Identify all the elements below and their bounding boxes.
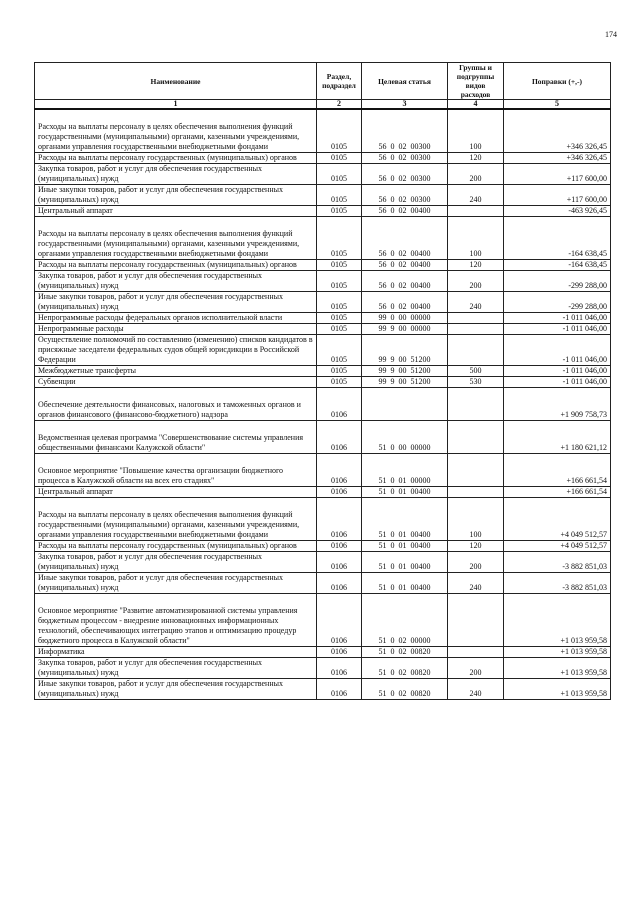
cell-name: Закупка товаров, работ и услуг для обеспечения государственных (муниципальных) нужд <box>35 164 317 185</box>
cell-target-article: 56 0 02 00400 <box>362 292 448 313</box>
header-expense-group: Группы и подгруппы видов расходов <box>448 63 504 100</box>
cell-section: 0106 <box>317 552 362 573</box>
cell-expense-group: 200 <box>448 552 504 573</box>
cell-target-article: 51 0 01 00400 <box>362 498 448 541</box>
cell-expense-group: 100 <box>448 217 504 260</box>
cell-name: Осуществление полномочий по составлению (изменению) списков кандидатов в присяжные заседатели федеральных судов общей юрисдикции в Российской Федерации <box>35 335 317 366</box>
table-row <box>35 109 611 153</box>
cell-target-article: 99 9 00 51200 <box>362 366 448 377</box>
table-header-row <box>35 63 611 100</box>
cell-expense-group <box>448 594 504 647</box>
cell-name: Иные закупки товаров, работ и услуг для обеспечения государственных (муниципальных) нужд <box>35 292 317 313</box>
cell-target-article: 56 0 02 00300 <box>362 109 448 153</box>
cell-amendment: +1 909 758,73 <box>504 388 611 421</box>
cell-expense-group: 200 <box>448 271 504 292</box>
table-body <box>35 109 611 700</box>
column-number: 3 <box>362 100 448 110</box>
cell-section: 0106 <box>317 388 362 421</box>
cell-target-article: 56 0 02 00300 <box>362 153 448 164</box>
cell-expense-group: 120 <box>448 153 504 164</box>
cell-target-article: 51 0 01 00000 <box>362 454 448 487</box>
cell-section: 0105 <box>317 271 362 292</box>
cell-name: Иные закупки товаров, работ и услуг для обеспечения государственных (муниципальных) нужд <box>35 185 317 206</box>
cell-target-article: 51 0 02 00820 <box>362 647 448 658</box>
cell-amendment: +117 600,00 <box>504 185 611 206</box>
table-row <box>35 260 611 271</box>
table-row <box>35 647 611 658</box>
header-section: Раздел, подраздел <box>317 63 362 100</box>
cell-target-article: 51 0 01 00400 <box>362 487 448 498</box>
cell-amendment: -3 882 851,03 <box>504 573 611 594</box>
cell-expense-group <box>448 335 504 366</box>
cell-section: 0106 <box>317 658 362 679</box>
cell-expense-group: 240 <box>448 679 504 700</box>
cell-amendment: -299 288,00 <box>504 292 611 313</box>
cell-name: Расходы на выплаты персоналу государственных (муниципальных) органов <box>35 260 317 271</box>
cell-section: 0106 <box>317 679 362 700</box>
cell-name: Непрограммные расходы <box>35 324 317 335</box>
cell-section: 0105 <box>317 366 362 377</box>
cell-name: Расходы на выплаты персоналу государственных (муниципальных) органов <box>35 541 317 552</box>
cell-expense-group: 100 <box>448 498 504 541</box>
cell-amendment: +166 661,54 <box>504 487 611 498</box>
cell-target-article: 51 0 01 00400 <box>362 573 448 594</box>
table-row <box>35 594 611 647</box>
cell-section: 0106 <box>317 647 362 658</box>
cell-section: 0105 <box>317 164 362 185</box>
column-number: 2 <box>317 100 362 110</box>
cell-name: Центральный аппарат <box>35 487 317 498</box>
cell-section: 0105 <box>317 153 362 164</box>
cell-target-article <box>362 388 448 421</box>
cell-section: 0106 <box>317 594 362 647</box>
cell-section: 0105 <box>317 185 362 206</box>
cell-name: Межбюджетные трансферты <box>35 366 317 377</box>
cell-amendment: -3 882 851,03 <box>504 552 611 573</box>
table-row <box>35 164 611 185</box>
cell-section: 0105 <box>317 377 362 388</box>
cell-target-article: 51 0 01 00400 <box>362 552 448 573</box>
cell-amendment: +346 326,45 <box>504 109 611 153</box>
table-row <box>35 421 611 454</box>
cell-amendment: -1 011 046,00 <box>504 377 611 388</box>
cell-expense-group <box>448 206 504 217</box>
cell-name: Расходы на выплаты персоналу в целях обеспечения выполнения функций государственными (муниципальными) органами, казенными учреждениями, органами управления государственными внебюджетными фондами <box>35 498 317 541</box>
header-target-article: Целевая статья <box>362 63 448 100</box>
cell-amendment: -1 011 046,00 <box>504 313 611 324</box>
cell-name: Иные закупки товаров, работ и услуг для обеспечения государственных (муниципальных) нужд <box>35 679 317 700</box>
cell-target-article: 51 0 00 00000 <box>362 421 448 454</box>
cell-section: 0105 <box>317 206 362 217</box>
cell-expense-group: 240 <box>448 573 504 594</box>
cell-expense-group: 100 <box>448 109 504 153</box>
cell-name: Расходы на выплаты персоналу государственных (муниципальных) органов <box>35 153 317 164</box>
cell-target-article: 56 0 02 00300 <box>362 164 448 185</box>
cell-name: Обеспечение деятельности финансовых, налоговых и таможенных органов и органов финансового (финансово-бюджетного) надзора <box>35 388 317 421</box>
table-row <box>35 498 611 541</box>
cell-name: Непрограммные расходы федеральных органов исполнительной власти <box>35 313 317 324</box>
cell-name: Закупка товаров, работ и услуг для обеспечения государственных (муниципальных) нужд <box>35 552 317 573</box>
cell-section: 0106 <box>317 454 362 487</box>
cell-target-article: 51 0 02 00820 <box>362 658 448 679</box>
cell-expense-group: 200 <box>448 658 504 679</box>
cell-amendment: -164 638,45 <box>504 217 611 260</box>
cell-name: Закупка товаров, работ и услуг для обеспечения государственных (муниципальных) нужд <box>35 271 317 292</box>
table-row <box>35 377 611 388</box>
cell-amendment: -164 638,45 <box>504 260 611 271</box>
cell-amendment: +1 013 959,58 <box>504 647 611 658</box>
cell-name: Основное мероприятие "Развитие автоматизированной системы управления бюджетным процессом - внедрение инновационных информационных технологий, обеспечивающих интеграцию этапов и оптимизацию процедур бюджетного процесса в Калужской области" <box>35 594 317 647</box>
cell-expense-group: 120 <box>448 541 504 552</box>
cell-amendment: +1 013 959,58 <box>504 658 611 679</box>
cell-section: 0106 <box>317 498 362 541</box>
cell-expense-group: 120 <box>448 260 504 271</box>
cell-section: 0105 <box>317 217 362 260</box>
cell-section: 0106 <box>317 421 362 454</box>
table-row <box>35 487 611 498</box>
cell-name: Расходы на выплаты персоналу в целях обеспечения выполнения функций государственными (муниципальными) органами, казенными учреждениями, органами управления государственными внебюджетными фондами <box>35 109 317 153</box>
cell-section: 0105 <box>317 109 362 153</box>
cell-target-article: 56 0 02 00300 <box>362 185 448 206</box>
cell-section: 0105 <box>317 335 362 366</box>
cell-target-article: 56 0 02 00400 <box>362 271 448 292</box>
table-row <box>35 454 611 487</box>
cell-target-article: 56 0 02 00400 <box>362 206 448 217</box>
cell-amendment: -1 011 046,00 <box>504 324 611 335</box>
table-row <box>35 206 611 217</box>
cell-name: Центральный аппарат <box>35 206 317 217</box>
table-row <box>35 366 611 377</box>
cell-section: 0106 <box>317 573 362 594</box>
column-number: 1 <box>35 100 317 110</box>
cell-amendment: -299 288,00 <box>504 271 611 292</box>
cell-expense-group <box>448 388 504 421</box>
table-row <box>35 324 611 335</box>
table-row <box>35 292 611 313</box>
cell-section: 0105 <box>317 260 362 271</box>
table-row <box>35 217 611 260</box>
budget-amendments-table <box>34 62 611 700</box>
cell-amendment: -1 011 046,00 <box>504 335 611 366</box>
table-row <box>35 388 611 421</box>
column-number: 4 <box>448 100 504 110</box>
cell-name: Иные закупки товаров, работ и услуг для обеспечения государственных (муниципальных) нужд <box>35 573 317 594</box>
cell-target-article: 51 0 02 00000 <box>362 594 448 647</box>
cell-expense-group <box>448 454 504 487</box>
cell-expense-group: 200 <box>448 164 504 185</box>
header-amendments: Поправки (+,-) <box>504 63 611 100</box>
cell-target-article: 99 9 00 51200 <box>362 377 448 388</box>
table-row <box>35 541 611 552</box>
cell-expense-group <box>448 647 504 658</box>
cell-target-article: 51 0 02 00820 <box>362 679 448 700</box>
cell-amendment: +1 180 621,12 <box>504 421 611 454</box>
cell-expense-group: 240 <box>448 292 504 313</box>
cell-amendment: +1 013 959,58 <box>504 594 611 647</box>
header-name: Наименование <box>35 63 317 100</box>
cell-amendment: +4 049 512,57 <box>504 498 611 541</box>
cell-expense-group <box>448 487 504 498</box>
table-row <box>35 573 611 594</box>
cell-amendment: +4 049 512,57 <box>504 541 611 552</box>
table-row <box>35 185 611 206</box>
cell-name: Ведомственная целевая программа "Совершенствование системы управления общественными финансами Калужской области" <box>35 421 317 454</box>
cell-target-article: 56 0 02 00400 <box>362 260 448 271</box>
table-row <box>35 679 611 700</box>
table-row <box>35 658 611 679</box>
cell-expense-group: 240 <box>448 185 504 206</box>
cell-amendment: +117 600,00 <box>504 164 611 185</box>
table-row <box>35 552 611 573</box>
cell-target-article: 51 0 01 00400 <box>362 541 448 552</box>
page-number: 174 <box>605 30 617 39</box>
cell-name: Субвенции <box>35 377 317 388</box>
cell-section: 0105 <box>317 313 362 324</box>
cell-section: 0106 <box>317 541 362 552</box>
cell-expense-group: 530 <box>448 377 504 388</box>
cell-section: 0105 <box>317 324 362 335</box>
cell-amendment: +1 013 959,58 <box>504 679 611 700</box>
table-row <box>35 335 611 366</box>
cell-amendment: +166 661,54 <box>504 454 611 487</box>
cell-target-article: 56 0 02 00400 <box>362 217 448 260</box>
cell-name: Информатика <box>35 647 317 658</box>
cell-name: Закупка товаров, работ и услуг для обеспечения государственных (муниципальных) нужд <box>35 658 317 679</box>
table-row <box>35 313 611 324</box>
cell-expense-group <box>448 421 504 454</box>
cell-target-article: 99 9 00 51200 <box>362 335 448 366</box>
cell-expense-group: 500 <box>448 366 504 377</box>
cell-expense-group <box>448 324 504 335</box>
cell-name: Основное мероприятие "Повышение качества организации бюджетного процесса в Калужской области на всех его стадиях" <box>35 454 317 487</box>
cell-amendment: -1 011 046,00 <box>504 366 611 377</box>
cell-expense-group <box>448 313 504 324</box>
cell-amendment: +346 326,45 <box>504 153 611 164</box>
cell-target-article: 99 9 00 00000 <box>362 324 448 335</box>
cell-section: 0106 <box>317 487 362 498</box>
cell-section: 0105 <box>317 292 362 313</box>
column-number: 5 <box>504 100 611 110</box>
cell-target-article: 99 0 00 00000 <box>362 313 448 324</box>
cell-amendment: -463 926,45 <box>504 206 611 217</box>
table-row <box>35 153 611 164</box>
table-row <box>35 271 611 292</box>
column-number-row <box>35 100 611 110</box>
cell-name: Расходы на выплаты персоналу в целях обеспечения выполнения функций государственными (муниципальными) органами, казенными учреждениями, органами управления государственными внебюджетными фондами <box>35 217 317 260</box>
